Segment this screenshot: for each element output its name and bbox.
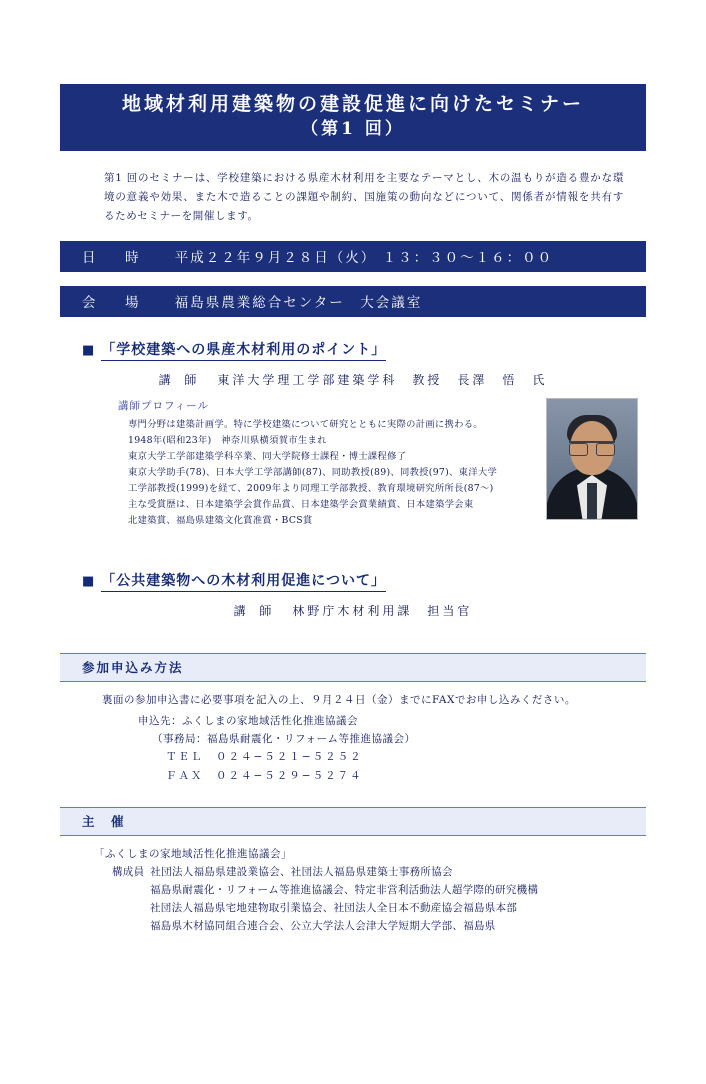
title-line-2: （第1 回）	[301, 118, 405, 139]
members-row	[112, 863, 646, 881]
host-section-heading: 主 催	[60, 807, 646, 836]
members-line: 福島県木材協同組合連合会、公立大学法人会津大学短期大学部、福島県	[150, 920, 496, 933]
title-line-1: 地域材利用建築物の建設促進に向けたセミナー	[121, 93, 584, 115]
apply-fax: ＦＡＸ ０２４−５２９−５２７４	[166, 769, 363, 782]
apply-note: 裏面の参加申込書に必要事項を記入の上、９月２４日（金）までにFAXでお申し込みください。	[102, 693, 576, 706]
profile-line: 工学部教授(1999)を経て、2009年より同理工学部教授、教育環境研究所所長(87〜)	[128, 482, 494, 494]
session-2-heading	[60, 570, 646, 590]
apply-contact-line: 申込先：ふくしまの家地域活性化推進協議会	[138, 714, 358, 727]
profile-title: 講師プロフィール	[118, 399, 209, 412]
info-value-date: 平成２２年９月２８日（火） １３：３０〜１６：００	[174, 249, 554, 266]
square-bullet-icon: ■	[82, 342, 96, 358]
members-row	[112, 881, 646, 899]
apply-contact-list	[60, 712, 646, 786]
members-label: 構成員	[112, 866, 145, 879]
info-value-venue: 福島県農業総合センター 大会議室	[174, 294, 423, 311]
speaker-portrait-photo	[546, 398, 638, 520]
intro-paragraph: 第1 回のセミナーは、学校建築における県産木材利用を主要なテーマとし、木の温もりが造る豊かな環境の意義や効果、また木で造ることの課題や制約、国施策の動向などについて、関係者が情報を共有するためセミナーを開催します。	[104, 171, 624, 223]
host-name: 「ふくしまの家地域活性化推進協議会」	[94, 848, 292, 861]
host-members	[60, 863, 646, 935]
info-row-venue	[60, 286, 646, 317]
session-1-heading	[60, 339, 646, 359]
document-page	[0, 84, 706, 1084]
profile-line: 専門分野は建築計画学。特に学校建築について研究とともに実際の計画に携わる。	[128, 418, 483, 430]
session-2-heading-text: 「公共建築物への木材利用促進について」	[101, 573, 386, 592]
speaker-profile-block	[60, 398, 646, 548]
session-2-role-label: 講 師	[233, 603, 277, 618]
portrait-tie	[587, 483, 597, 519]
members-line: 福島県耐震化・リフォーム等推進協議会、特定非営利活動法人超学際的研究機構	[150, 884, 539, 897]
session-1-lecturer	[60, 371, 646, 388]
profile-line: 主な受賞歴は、日本建築学会賞作品賞、日本建築学会賞業績賞、日本建築学会東	[128, 498, 474, 510]
profile-line: 1948年(昭和23年) 神奈川県横須賀市生まれ	[128, 434, 327, 446]
apply-contact-line: （事務局：福島県耐震化・リフォーム等推進協議会）	[152, 733, 416, 746]
square-bullet-icon: ■	[82, 573, 96, 589]
info-row-date	[60, 241, 646, 272]
info-label-date: 日 時	[82, 249, 147, 266]
session-1-speaker: 東洋大学理工学部建築学科 教授 長澤 悟 氏	[217, 372, 548, 387]
profile-line: 北建築賞、福島県建築文化賞准賞・BCS賞	[128, 514, 313, 526]
members-line: 社団法人福島県宅地建物取引業協会、社団法人全日本不動産協会福島県本部	[150, 902, 518, 915]
document-title-banner	[60, 84, 646, 151]
members-row	[112, 899, 646, 917]
session-2-speaker: 林野庁木材利用課 担当官	[292, 603, 473, 618]
session-2-lecturer	[60, 602, 646, 619]
session-1-heading-text: 「学校建築への県産木材利用のポイント」	[101, 342, 386, 361]
apply-tel: ＴＥＬ ０２４−５２１−５２５２	[166, 751, 363, 764]
profile-line: 東京大学助手(78)、日本大学工学部講師(87)、同助教授(89)、同教授(97)、東洋大学	[128, 466, 498, 478]
profile-line: 東京大学工学部建築学科卒業、同大学院修士課程・博士課程修了	[128, 450, 407, 462]
info-label-venue: 会 場	[82, 294, 147, 311]
session-1-role-label: 講 師	[158, 372, 202, 387]
members-line: 社団法人福島県建設業協会、社団法人福島県建築士事務所協会	[150, 866, 453, 879]
members-row	[112, 917, 646, 935]
apply-section-heading: 参加申込み方法	[60, 653, 646, 682]
portrait-glasses	[569, 441, 615, 452]
